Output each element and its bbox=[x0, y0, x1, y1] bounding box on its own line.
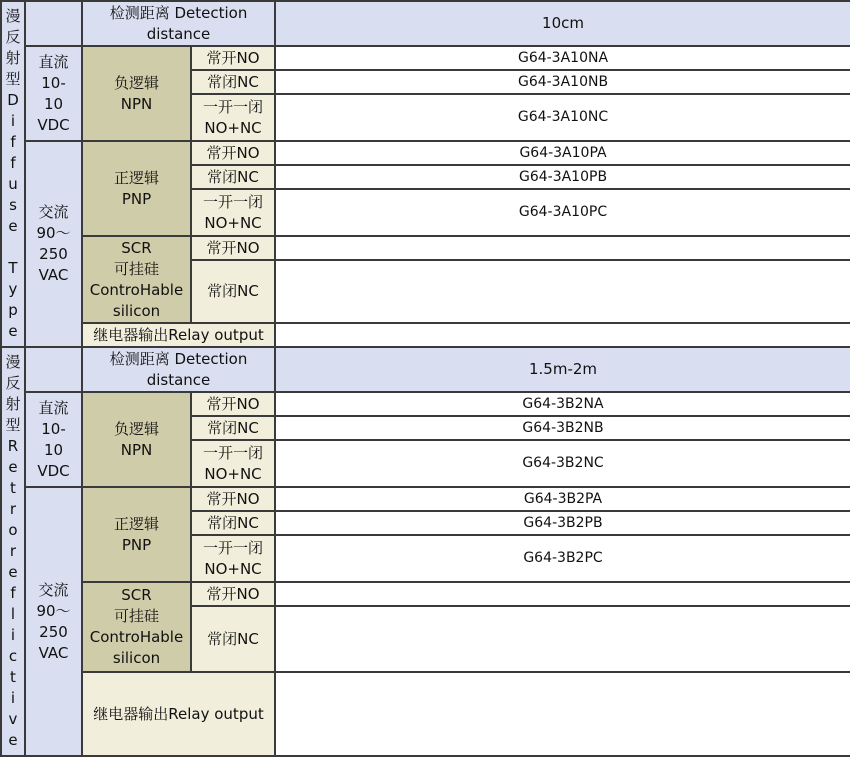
table-row bbox=[1, 487, 850, 511]
type-label-vertical: 漫 反 射 型 D i f f u s e T y p e bbox=[1, 1, 25, 347]
model-number: G64-3A10NA bbox=[275, 46, 850, 70]
model-number bbox=[275, 323, 850, 347]
output-type: 常闭NC bbox=[191, 70, 275, 94]
model-number: G64-3B2NB bbox=[275, 416, 850, 440]
output-type: 常开NO bbox=[191, 487, 275, 511]
output-type: 常闭NC bbox=[191, 416, 275, 440]
model-number: G64-3A10NC bbox=[275, 94, 850, 141]
table-row bbox=[1, 141, 850, 165]
distance-value: 1.5m-2m bbox=[275, 347, 850, 392]
output-type: 一开一闭 NO+NC bbox=[191, 94, 275, 141]
model-number: G64-3A10NB bbox=[275, 70, 850, 94]
model-number bbox=[275, 606, 850, 672]
output-type: 一开一闭 NO+NC bbox=[191, 535, 275, 582]
model-number: G64-3B2NA bbox=[275, 392, 850, 416]
table-row bbox=[1, 323, 850, 347]
table-row bbox=[1, 236, 850, 260]
table-row bbox=[1, 392, 850, 416]
distance-value: 10cm bbox=[275, 1, 850, 46]
model-number bbox=[275, 236, 850, 260]
distance-label: 检测距离 Detection distance bbox=[82, 1, 275, 46]
dc-voltage-label: 直流 10- 10 VDC bbox=[25, 46, 82, 141]
scr-label: SCR 可挂硅 ControHable silicon bbox=[82, 236, 191, 323]
output-type: 常闭NC bbox=[191, 260, 275, 323]
model-number: G64-3A10PA bbox=[275, 141, 850, 165]
relay-output-label: 继电器输出Relay output bbox=[82, 672, 275, 756]
model-number: G64-3A10PC bbox=[275, 189, 850, 236]
npn-label: 负逻辑 NPN bbox=[82, 46, 191, 141]
output-type: 常开NO bbox=[191, 392, 275, 416]
model-number bbox=[275, 582, 850, 606]
model-number: G64-3B2NC bbox=[275, 440, 850, 487]
model-number: G64-3B2PA bbox=[275, 487, 850, 511]
output-type: 常闭NC bbox=[191, 511, 275, 535]
npn-label: 负逻辑 NPN bbox=[82, 392, 191, 487]
header-row bbox=[1, 347, 850, 392]
output-type: 常开NO bbox=[191, 582, 275, 606]
relay-output-label: 继电器输出Relay output bbox=[82, 323, 275, 347]
header-row bbox=[1, 1, 850, 46]
output-type: 常闭NC bbox=[191, 165, 275, 189]
table-row bbox=[1, 582, 850, 606]
output-type: 常闭NC bbox=[191, 606, 275, 672]
pnp-label: 正逻辑 PNP bbox=[82, 141, 191, 236]
blank-header-cell bbox=[25, 1, 82, 46]
table-row bbox=[1, 672, 850, 756]
section-diffuse bbox=[1, 1, 850, 347]
output-type: 一开一闭 NO+NC bbox=[191, 440, 275, 487]
model-number bbox=[275, 260, 850, 323]
scr-label: SCR 可挂硅 ControHable silicon bbox=[82, 582, 191, 672]
model-number bbox=[275, 672, 850, 756]
output-type: 常开NO bbox=[191, 141, 275, 165]
ac-voltage-label: 交流 90～ 250 VAC bbox=[25, 141, 82, 347]
model-number: G64-3B2PC bbox=[275, 535, 850, 582]
model-number: G64-3B2PB bbox=[275, 511, 850, 535]
output-type: 常开NO bbox=[191, 46, 275, 70]
output-type: 一开一闭 NO+NC bbox=[191, 189, 275, 236]
ac-voltage-label: 交流 90～ 250 VAC bbox=[25, 487, 82, 756]
pnp-label: 正逻辑 PNP bbox=[82, 487, 191, 582]
section-retroreflective bbox=[1, 347, 850, 756]
blank-header-cell bbox=[25, 347, 82, 392]
distance-label: 检测距离 Detection distance bbox=[82, 347, 275, 392]
model-number: G64-3A10PB bbox=[275, 165, 850, 189]
type-label-vertical: 漫 反 射 型 R e t r o r e f l i c t i v e bbox=[1, 347, 25, 756]
dc-voltage-label: 直流 10- 10 VDC bbox=[25, 392, 82, 487]
output-type: 常开NO bbox=[191, 236, 275, 260]
table-row bbox=[1, 46, 850, 70]
